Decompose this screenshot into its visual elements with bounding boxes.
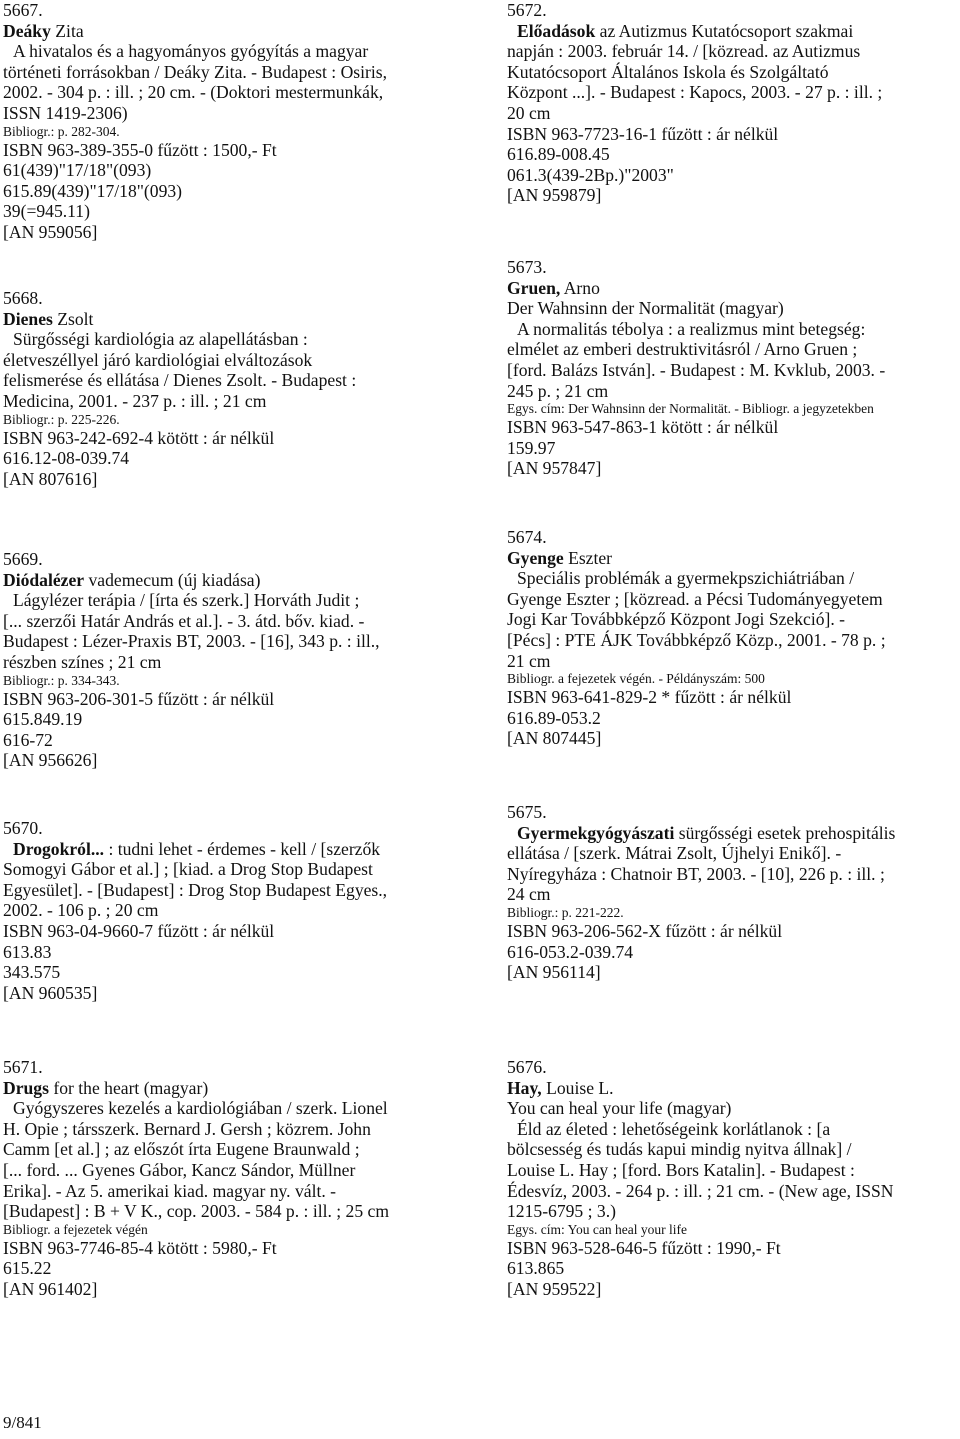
entry-line: Der Wahnsinn der Normalität (magyar) xyxy=(507,298,784,319)
entry-line: ISBN 963-7746-85-4 kötött : 5980,- Ft xyxy=(3,1237,277,1258)
entry-line: ISSN 1419-2306) xyxy=(3,102,128,123)
entry-line: You can heal your life (magyar) xyxy=(507,1098,732,1119)
entry-line: 613.865 xyxy=(507,1258,565,1279)
entry-line: 616.89-008.45 xyxy=(507,144,610,165)
entry-note: Bibliogr. a fejezetek végén. - Példányszám: 500 xyxy=(507,671,765,687)
bibliography-entry xyxy=(507,802,960,983)
entry-number: 5673. xyxy=(507,257,547,277)
entry-line: [AN 961402] xyxy=(3,1278,98,1299)
entry-number: 5674. xyxy=(507,527,547,547)
entry-line: életveszéllyel járó kardiológiai elváltozások xyxy=(3,349,313,370)
entry-line: [AN 957847] xyxy=(507,458,602,479)
entry-heading xyxy=(507,21,960,42)
bibliography-entry xyxy=(3,549,468,771)
entry-heading xyxy=(507,548,960,569)
entry-line: ellátása / [szerk. Mátrai Zsolt, Újhelyi Enikő]. - xyxy=(507,843,842,864)
entry-line: 615.89(439)"17/18"(093) xyxy=(3,180,183,201)
entry-heading-rest: Eszter xyxy=(563,547,613,568)
entry-line: 24 cm xyxy=(507,884,551,905)
entry-line: ISBN 963-528-646-5 fűzött : 1990,- Ft xyxy=(507,1237,781,1258)
entry-line: H. Opie ; társszerk. Bernard J. Gersh ; közrem. John xyxy=(3,1118,371,1139)
entry-line: [Pécs] : PTE ÁJK Továbbképző Közp., 2001. - 78 p. ; xyxy=(507,629,886,650)
entry-line: Gyógyszeres kezelés a kardiológiában / szerk. Lionel xyxy=(13,1098,388,1119)
bibliography-entry xyxy=(3,1057,468,1300)
entry-number: 5668. xyxy=(3,288,43,308)
entry-line: ISBN 963-641-829-2 * fűzött : ár nélkül xyxy=(507,687,792,708)
entry-line: 616.89-053.2 xyxy=(507,707,601,728)
entry-line: [ford. Balázs István]. - Budapest : M. Kvklub, 2003. - xyxy=(507,359,886,380)
bibliography-entry xyxy=(507,527,960,749)
entry-line: 245 p. ; 21 cm xyxy=(507,380,609,401)
entry-heading xyxy=(507,823,960,844)
entry-line: bölcsesség és tudás kapui mindig nyitva állnak] / xyxy=(507,1139,852,1160)
entry-heading-bold: Előadások xyxy=(517,20,596,41)
entry-heading-rest: Louise L. xyxy=(541,1077,614,1098)
entry-line: 1215-6795 ; 3.) xyxy=(507,1201,616,1222)
entry-line: történeti forrásokban / Deáky Zita. - Budapest : Osiris, xyxy=(3,61,388,82)
entry-note: Egys. cím: Der Wahnsinn der Normalität. - Bibliogr. a jegyzetekben xyxy=(507,401,874,417)
entry-heading-rest: Arno xyxy=(560,277,600,298)
bibliography-entry xyxy=(3,818,468,1003)
entry-heading-rest: sürgősségi esetek prehospitális xyxy=(674,822,896,843)
entry-heading xyxy=(3,839,468,860)
entry-line: 2002. - 106 p. ; 20 cm xyxy=(3,900,159,921)
entry-note: Bibliogr.: p. 225-226. xyxy=(3,411,120,427)
bibliography-entry xyxy=(507,0,960,206)
entry-heading-bold: Gruen, xyxy=(507,277,561,298)
entry-line: felismerése és ellátása / Dienes Zsolt. - Budapest : xyxy=(3,370,357,391)
entry-line: [AN 956114] xyxy=(507,962,601,983)
entry-heading-bold: Dienes xyxy=(3,308,53,329)
entry-heading-rest: az Autizmus Kutatócsoport szakmai xyxy=(595,20,854,41)
entry-line: Camm [et al.] ; az előszót írta Eugene Braunwald ; xyxy=(3,1139,360,1160)
entry-heading-bold: Drugs xyxy=(3,1077,49,1098)
entry-line: Kutatócsoport Általános Iskola és Szolgáltató xyxy=(507,61,829,82)
entry-line: Medicina, 2001. - 237 p. : ill. ; 21 cm xyxy=(3,390,267,411)
entry-heading xyxy=(3,21,468,42)
bibliography-entry xyxy=(3,288,468,489)
entry-heading xyxy=(3,309,468,330)
entry-line: 616-053.2-039.74 xyxy=(507,941,634,962)
entry-line: Gyenge Eszter ; [közread. a Pécsi Tudományegyetem xyxy=(507,588,883,609)
entry-line: Budapest : Lézer-Praxis BT, 2003. - [16], 343 p. : ill., xyxy=(3,631,380,652)
entry-line: Somogyi Gábor et al.] ; [kiad. a Drog Stop Budapest xyxy=(3,859,373,880)
entry-heading-rest: Zita xyxy=(50,20,84,41)
entry-heading xyxy=(507,1078,960,1099)
entry-heading xyxy=(3,1078,468,1099)
entry-line: [AN 807445] xyxy=(507,728,602,749)
entry-note: Bibliogr.: p. 334-343. xyxy=(3,672,120,688)
entry-line: Jogi Kar Továbbképző Központ Jogi Szekció]. - xyxy=(507,609,846,630)
entry-heading-bold: Gyenge xyxy=(507,547,564,568)
entry-heading-rest: vademecum (új kiadása) xyxy=(84,569,261,590)
entry-heading-bold: Diódalézer xyxy=(3,569,85,590)
entry-line: 061.3(439-2Bp.)"2003" xyxy=(507,164,674,185)
bibliography-entry xyxy=(3,0,468,243)
entry-line: Louise L. Hay ; [ford. Bors Katalin]. - Budapest : xyxy=(507,1159,855,1180)
entry-line: [AN 807616] xyxy=(3,468,98,489)
entry-line: [... szerzői Határ András et al.]. - 3. átd. bőv. kiad. - xyxy=(3,610,365,631)
entry-line: 21 cm xyxy=(507,650,551,671)
entry-line: ISBN 963-242-692-4 kötött : ár nélkül xyxy=(3,427,275,448)
entry-line: ISBN 963-04-9660-7 fűzött : ár nélkül xyxy=(3,920,275,941)
entry-line: 615.849.19 xyxy=(3,709,83,730)
entry-number: 5676. xyxy=(507,1057,547,1077)
entry-line: Nyíregyháza : Chatnoir BT, 2003. - [10], 226 p. : ill. ; xyxy=(507,863,885,884)
bibliography-entry xyxy=(507,1057,960,1300)
entry-line: [AN 959056] xyxy=(3,221,98,242)
entry-line: Egyesület]. - [Budapest] : Drog Stop Budapest Egyes., xyxy=(3,879,388,900)
entry-line: napján : 2003. február 14. / [közread. az Autizmus xyxy=(507,41,861,62)
entry-line: 39(=945.11) xyxy=(3,201,90,222)
entry-heading-bold: Deáky xyxy=(3,20,51,41)
entry-number: 5671. xyxy=(3,1057,43,1077)
entry-line: ISBN 963-206-301-5 fűzött : ár nélkül xyxy=(3,688,275,709)
entry-heading-rest: for the heart (magyar) xyxy=(48,1077,209,1098)
entry-heading-bold: Hay, xyxy=(507,1077,542,1098)
entry-line: [... ford. ... Gyenes Gábor, Kancz Sándor, Müllner xyxy=(3,1159,356,1180)
entry-line: [Budapest] : B + V K., cop. 2003. - 584 p. : ill. ; 25 cm xyxy=(3,1201,390,1222)
entry-line: [AN 959879] xyxy=(507,185,602,206)
entry-line: 343.575 xyxy=(3,962,61,983)
entry-line: [AN 959522] xyxy=(507,1278,602,1299)
bibliography-entry xyxy=(507,257,960,479)
entry-line: ISBN 963-206-562-X fűzött : ár nélkül xyxy=(507,920,783,941)
entry-line: 159.97 xyxy=(507,437,556,458)
entry-line: 613.83 xyxy=(3,941,52,962)
entry-heading-bold: Gyermekgyógyászati xyxy=(517,822,675,843)
entry-line: 20 cm xyxy=(507,102,551,123)
entry-line: 615.22 xyxy=(3,1258,52,1279)
entry-line: Édesvíz, 2003. - 264 p. : ill. ; 21 cm. - (New age, ISSN xyxy=(507,1180,894,1201)
entry-number: 5669. xyxy=(3,549,43,569)
entry-line: A hivatalos és a hagyományos gyógyítás a magyar xyxy=(13,41,369,62)
entry-line: [AN 960535] xyxy=(3,982,98,1003)
entry-line: Erika]. - Az 5. amerikai kiad. magyar ny. vált. - xyxy=(3,1180,337,1201)
entry-heading-rest: : tudni lehet - érdemes - kell / [szerzők xyxy=(104,838,381,859)
entry-line: Éld az életed : lehetőségeink korlátlanok : [a xyxy=(517,1118,831,1139)
entry-number: 5675. xyxy=(507,802,547,822)
entry-heading xyxy=(507,278,960,299)
entry-heading-rest: Zsolt xyxy=(52,308,94,329)
entry-note: Bibliogr.: p. 221-222. xyxy=(507,904,624,920)
entry-heading-bold: Drogokról... xyxy=(13,838,105,859)
page-number: 9/841 xyxy=(3,1413,42,1432)
entry-line: részben színes ; 21 cm xyxy=(3,651,162,672)
entry-number: 5670. xyxy=(3,818,43,838)
entry-number: 5672. xyxy=(507,0,547,20)
entry-line: Speciális problémák a gyermekpszichiátriában / xyxy=(517,568,855,589)
entry-note: Bibliogr. a fejezetek végén xyxy=(3,1221,148,1237)
entry-heading xyxy=(3,570,468,591)
entry-note: Bibliogr.: p. 282-304. xyxy=(3,123,120,139)
entry-line: ISBN 963-389-355-0 fűzött : 1500,- Ft xyxy=(3,139,277,160)
entry-number: 5667. xyxy=(3,0,43,20)
entry-line: 2002. - 304 p. : ill. ; 20 cm. - (Doktori mestermunkák, xyxy=(3,82,384,103)
entry-line: elmélet az emberi destruktivitásról / Arno Gruen ; xyxy=(507,339,858,360)
entry-line: ISBN 963-547-863-1 kötött : ár nélkül xyxy=(507,417,779,438)
entry-line: Központ ...]. - Budapest : Kapocs, 2003. - 27 p. : ill. ; xyxy=(507,82,883,103)
entry-line: ISBN 963-7723-16-1 fűzött : ár nélkül xyxy=(507,123,779,144)
entry-line: [AN 956626] xyxy=(3,750,98,771)
entry-line: A normalitás tébolya : a realizmus mint betegség: xyxy=(517,318,866,339)
entry-note: Egys. cím: You can heal your life xyxy=(507,1221,687,1237)
entry-line: 61(439)"17/18"(093) xyxy=(3,160,152,181)
entry-line: 616.12-08-039.74 xyxy=(3,448,130,469)
entry-line: Sürgősségi kardiológia az alapellátásban : xyxy=(13,329,308,350)
entry-line: Lágylézer terápia / [írta és szerk.] Horváth Judit ; xyxy=(13,590,360,611)
entry-line: 616-72 xyxy=(3,729,53,750)
